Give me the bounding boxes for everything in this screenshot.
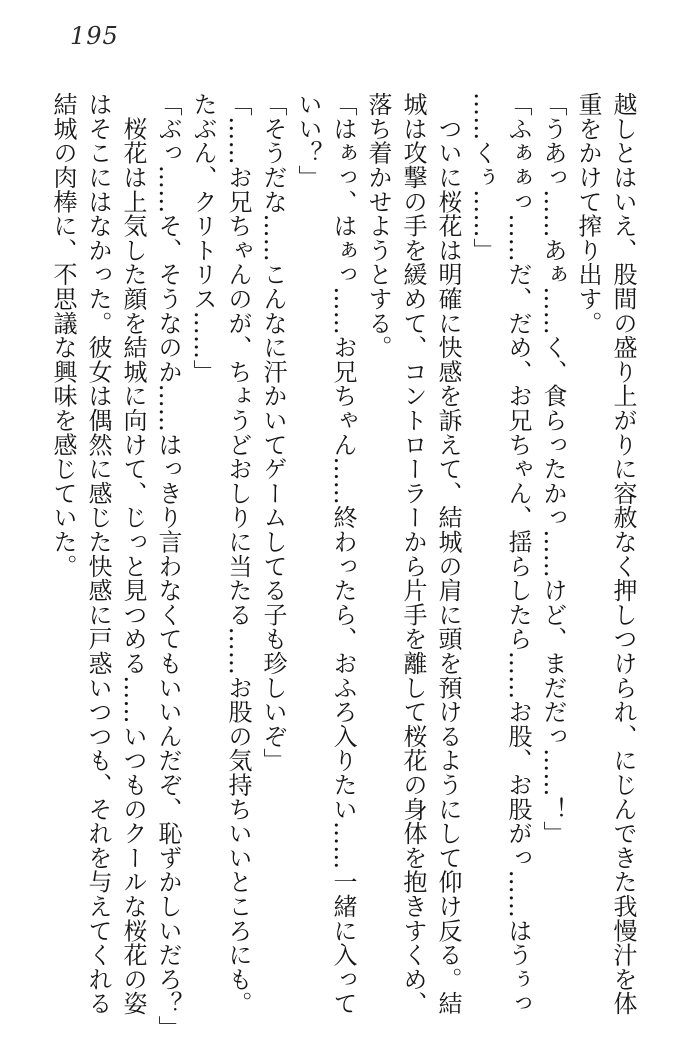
page-number: 195 [70,22,119,50]
text-column: いい？」 [294,92,322,190]
text-column: はそこにはなかった。彼女は偶然に感じた快感に戸惑いつつも、それを与えてくれる [84,92,112,1016]
text-column: 「……お兄ちゃんのが、ちょうどおしりに当たる……お股の気持ちいいところにも。 [224,92,252,1016]
text-column: 「そうだな……こんなに汗かいてゲームしてる子も珍しいぞ」 [259,92,287,773]
text-column: 城は攻撃の手を緩めて、コントローラーから片手を離して桜花の身体を抱きすくめ、 [399,92,427,1016]
text-column: 「ぶっ……そ、そうなのか……はっきり言わなくてもいいんだぞ、恥ずかしいだろ？」 [154,92,182,1040]
vertical-text-body [42,92,640,1044]
text-column: 越しとはいえ、股間の盛り上がりに容赦なく押しつけられ、にじんできた我慢汁を体 [609,92,637,1016]
text-column: 「うあっ……あぁ……く、食らったかっ……けど、まだだっ……！」 [539,92,567,846]
text-column: たぶん、クリトリス……」 [189,92,217,384]
text-column: ……くぅ……」 [469,92,497,263]
text-column: 結城の肉棒に、不思議な興味を感じていた。 [49,92,77,578]
text-column: 落ち着かせようとする。 [364,92,392,360]
text-column: 「ふぁぁっ……だ、だめ、お兄ちゃん、揺らしたら……お股、お股がっ……はうぅっ [504,92,532,1016]
text-column: ついに桜花は明確に快感を訴えて、結城の肩に頭を預けるようにして仰け反る。結 [434,92,462,1016]
text-column: 「はぁっ、はぁっ……お兄ちゃん……終わったら、おふろ入りたい……一緒に入って [329,92,357,1016]
text-column: 重をかけて搾り出す。 [574,92,602,335]
text-column: 桜花は上気した顔を結城に向けて、じっと見つめる……いつものクールな桜花の姿 [119,92,147,1016]
